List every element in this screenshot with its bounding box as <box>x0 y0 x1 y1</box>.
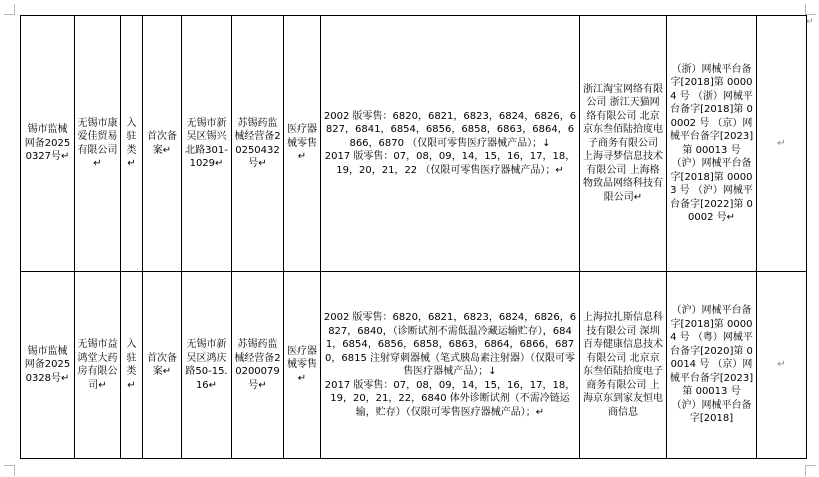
scope-line-2002: 2002 版零售：6820，6821，6823，6824，6826，6827，6840，（诊断试剂不需低温冷藏运输贮存），6841，6854，6856，6858，6863，6864，6866，6870，6815 注射穿刺器械（笔式胰岛素注射器）（仅限可零售医疗器械产品）；↓ <box>323 312 577 377</box>
platform-filing-cell: （沪）网械平台备字[2018]第 00004 号 （粤）网械平台备字[2020]第 00014 号 （京）网械平台备字[2023]第 00013 号 （沪）网械平台备字[2018] <box>667 272 757 459</box>
platform-filing-cell: （浙）网械平台备字[2018]第 00004 号 （浙）网械平台备字[2018]第 00002 号 （京）网械平台备字[2023]第 00013 号 （沪）网械平台备字[2018]第 00003 号 （沪）网械平台备字[2022]第 00002 号↵ <box>667 16 757 272</box>
filing-number-cell: 锡市监械网备20250328号↵ <box>21 272 75 459</box>
address-cell: 无锡市新吴区鸿庆路50-15.16↵ <box>182 272 232 459</box>
address-cell: 无锡市新吴区锡兴北路301-1029↵ <box>182 16 232 272</box>
category-cell: 医疗器械零售↵ <box>284 16 321 272</box>
row-end-mark-cell: ↵ <box>757 16 807 272</box>
platform-name-cell: 浙江淘宝网络有限公司 浙江天猫网络有限公司 北京京东叁佰陆拾度电子商务有限公司 上海寻梦信息技术有限公司 上海格物致品网络科技有限公司↵ <box>580 16 667 272</box>
permit-number-cell: 苏锡药监械经营备20250432号↵ <box>232 16 284 272</box>
crop-mark-bottom-right <box>805 465 816 476</box>
category-cell: 医疗器械零售↵ <box>284 272 321 459</box>
table-row <box>21 16 807 272</box>
crop-mark-bottom-left <box>4 465 15 476</box>
mode-cell: 入驻类↵ <box>121 16 143 272</box>
crop-mark-top-right <box>805 4 816 15</box>
filing-type-cell: 首次备案↵ <box>143 272 182 459</box>
paragraph-mark: ↵ <box>806 17 814 27</box>
filing-number-cell: 锡市监械网备20250327号↵ <box>21 16 75 272</box>
business-scope-cell <box>321 272 580 459</box>
mode-cell: 入驻类↵ <box>121 272 143 459</box>
filing-table <box>20 15 807 459</box>
platform-name-cell: 上海拉扎斯信息科技有限公司 深圳百寿健康信息技术有限公司 北京京东叁佰陆拾度电子商务有限公司 上海京东到家友恒电商信息 <box>580 272 667 459</box>
company-name-cell: 无锡市康爱佳贸易有限公司↵ <box>75 16 121 272</box>
company-name-cell: 无锡市益鸿堂大药房有限公司↵ <box>75 272 121 459</box>
filing-type-cell: 首次备案↵ <box>143 16 182 272</box>
row-end-mark-cell: ↵ <box>757 272 807 459</box>
business-scope-cell <box>321 16 580 272</box>
permit-number-cell: 苏锡药监械经营备20200079号↵ <box>232 272 284 459</box>
table-row <box>21 272 807 459</box>
crop-mark-top-left <box>4 4 15 15</box>
scope-line-2002: 2002 版零售：6820，6821，6823，6824，6826，6827，6841，6854，6856，6858，6863，6864，6866，6870 （仅限可零售医疗器械产品）；↓ <box>323 110 577 149</box>
scope-line-2017: 2017 版零售：07，08，09，14，15，16，17，18，19，20，21，22 （仅限可零售医疗器械产品）；↵ <box>324 151 576 176</box>
scope-line-2017: 2017 版零售：07，08，09，14，15，16，17，18，19，20，21，22，6840 体外诊断试剂（不需冷链运输，贮存）（仅限可零售医疗器械产品）；↵ <box>324 379 576 418</box>
